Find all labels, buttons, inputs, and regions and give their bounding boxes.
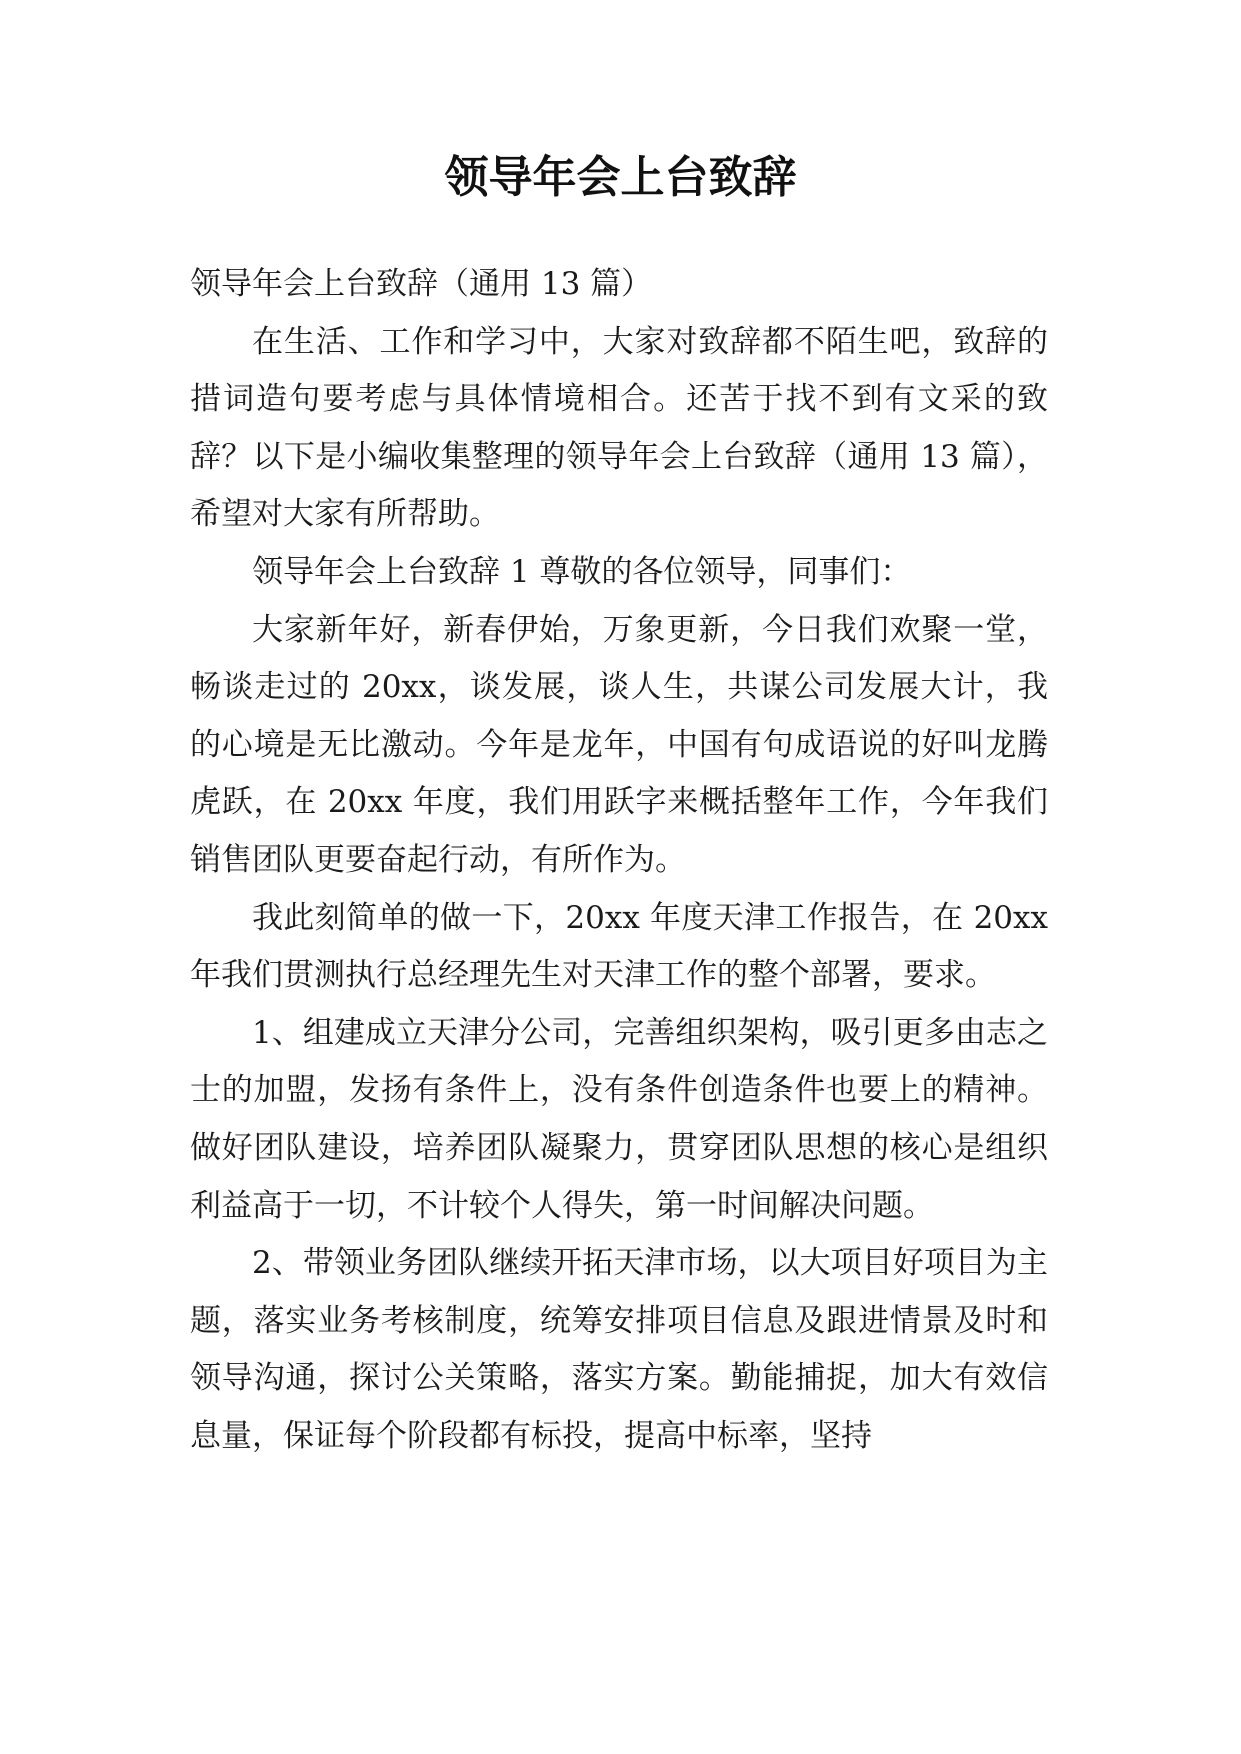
document-body (190, 256, 1048, 1465)
paragraph-report: 我此刻简单的做一下，20xx 年度天津工作报告，在 20xx 年我们贯测执行总经理先生对天津工作的整个部署，要求。 (190, 899, 1048, 994)
paragraph-new-year: 大家新年好，新春伊始，万象更新，今日我们欢聚一堂，畅谈走过的 20xx，谈发展，谈人生，共谋公司发展大计，我的心境是无比激动。今年是龙年，中国有句成语说的好叫龙腾虎跃，在 20xx 年度，我们用跃字来概括整年工作，今年我们销售团队更要奋起行动，有所作为。 (190, 611, 1048, 878)
paragraph-salutation: 领导年会上台致辞 1 尊敬的各位领导，同事们： (252, 553, 912, 590)
paragraph-intro: 在生活、工作和学习中，大家对致辞都不陌生吧，致辞的措词造句要考虑与具体情境相合。还苦于找不到有文采的致辞？以下是小编收集整理的领导年会上台致辞（通用 13 篇），希望对大家有所帮助。 (190, 323, 1048, 533)
subtitle-line: 领导年会上台致辞（通用 13 篇） (190, 266, 653, 302)
paragraph-item-1: 1、组建成立天津分公司，完善组织架构，吸引更多由志之士的加盟，发扬有条件上，没有条件创造条件也要上的精神。做好团队建设，培养团队凝聚力，贯穿团队思想的核心是组织利益高于一切，不计较个人得失，第一时间解决问题。 (190, 1014, 1048, 1224)
document-title: 领导年会上台致辞 (444, 152, 797, 203)
paragraph-item-2: 2、带领业务团队继续开拓天津市场，以大项目好项目为主题，落实业务考核制度，统筹安排项目信息及跟进情景及时和领导沟通，探讨公关策略，落实方案。勤能捕捉，加大有效信息量，保证每个阶段都有标投，提高中标率，坚持 (190, 1245, 1048, 1454)
